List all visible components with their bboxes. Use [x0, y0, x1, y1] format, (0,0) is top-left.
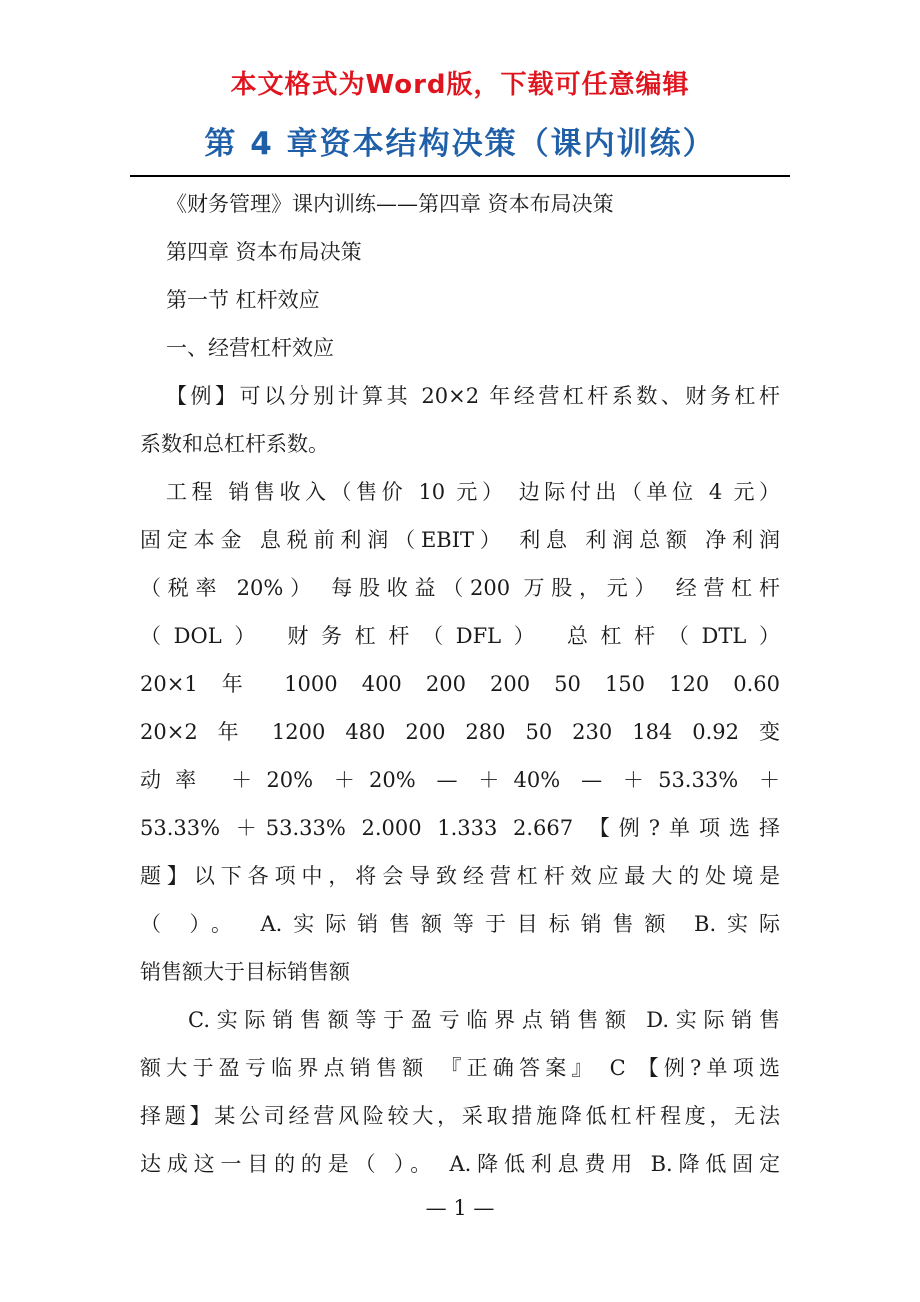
title-divider [130, 175, 790, 177]
paragraph-line: 【例】可以分别计算其 20×2 年经营杠杆系数、财务杠杆 [166, 384, 780, 408]
chapter-heading: 第四章 资本布局决策 [166, 240, 362, 264]
paragraph-line: （ ）。 A.实际销售额等于目标销售额 B.实际 [140, 912, 780, 936]
paragraph-line: 固定本金 息税前利润（EBIT） 利息 利润总额 净利润 [140, 528, 780, 552]
paragraph-line: 择题】某公司经营风险较大，采取措施降低杠杆程度，无法 [140, 1104, 780, 1128]
paragraph-line: 额大于盈亏临界点销售额 『正确答案』 C 【例?单项选 [140, 1056, 780, 1080]
paragraph-line: 题】以下各项中，将会导致经营杠杆效应最大的处境是 [140, 864, 780, 888]
paragraph-line: 销售额大于目标销售额 [140, 960, 350, 984]
paragraph-line: （DOL） 财务杠杆（DFL） 总杠杆（DTL） [140, 624, 780, 648]
paragraph-line: 达成这一目的的是（ ）。 A.降低利息费用 B.降低固定 [140, 1152, 780, 1176]
paragraph-line: （税率 20%） 每股收益（200 万股，元） 经营杠杆 [140, 576, 780, 600]
paragraph-line: 系数和总杠杆系数。 [140, 432, 329, 456]
paragraph-line: 53.33% ＋53.33% 2.000 1.333 2.667 【例?单项选择 [140, 816, 780, 840]
document-title: 第 4 章资本结构决策（课内训练） [204, 126, 716, 162]
section-heading: 第一节 杠杆效应 [166, 288, 320, 312]
paragraph-line: 20×2 年 1200 480 200 280 50 230 184 0.92 变 [140, 720, 780, 744]
paragraph-line: 20×1 年 1000 400 200 200 50 150 120 0.60 [140, 672, 780, 696]
format-notice-banner: 本文格式为Word版，下载可任意编辑 [230, 70, 690, 100]
paragraph-line: 动率 ＋20% ＋20% — ＋40% — ＋53.33% ＋ [140, 768, 780, 792]
course-heading-line: 《财务管理》课内训练——第四章 资本布局决策 [166, 192, 614, 216]
paragraph-line: C.实际销售额等于盈亏临界点销售额 D.实际销售 [188, 1008, 780, 1032]
page-number: — 1 — [425, 1196, 495, 1220]
subsection-heading: 一、经营杠杆效应 [166, 336, 334, 360]
document-body [140, 180, 780, 1188]
paragraph-line: 工程 销售收入（售价 10 元） 边际付出（单位 4 元） [166, 480, 780, 504]
